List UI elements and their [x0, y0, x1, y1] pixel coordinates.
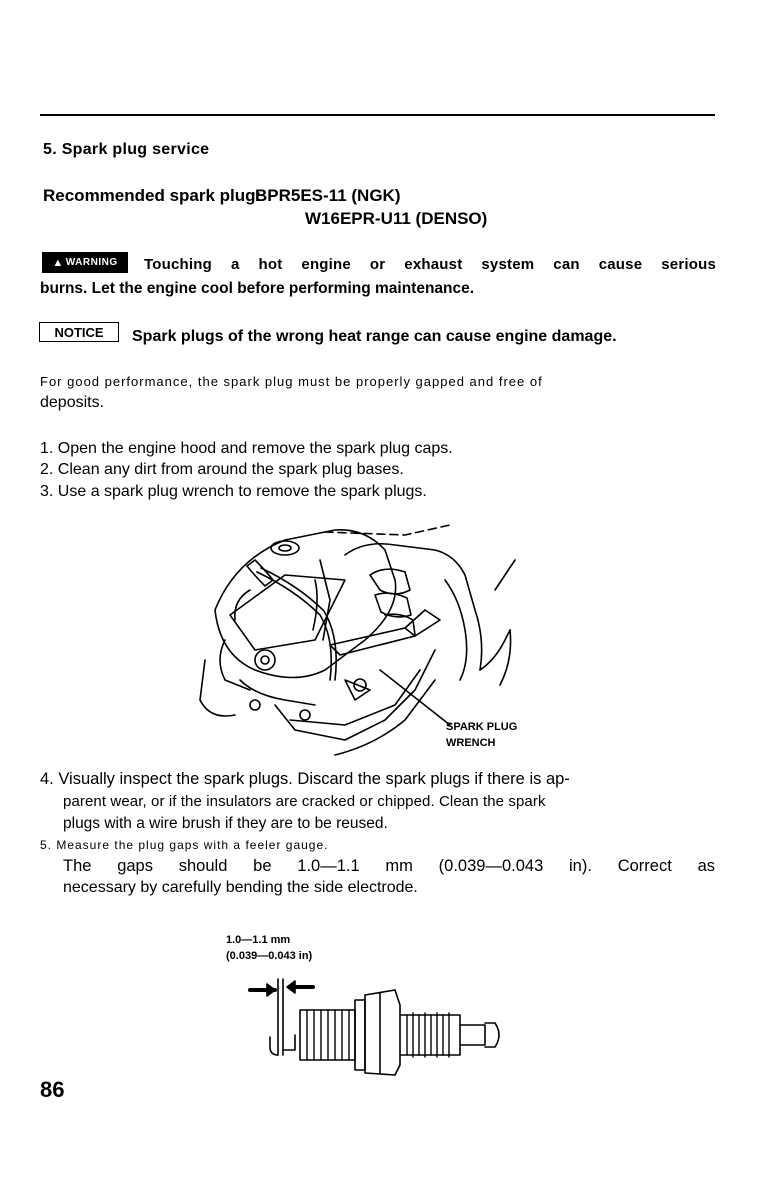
section-title: 5. Spark plug service: [43, 141, 210, 158]
warning-triangle-icon: ▲: [52, 256, 64, 269]
step-5-line1: 5. Measure the plug gaps with a feeler gauge.: [40, 838, 329, 852]
callout-label-line2: WRENCH: [446, 737, 496, 749]
recommended-label: Recommended spark plug:: [43, 186, 262, 205]
step-4-line1: 4. Visually inspect the spark plugs. Discard the spark plugs if there is ap-: [40, 770, 570, 788]
step-3: 3. Use a spark plug wrench to remove the spark plugs.: [40, 483, 427, 500]
spark-plug-gap-illustration: [245, 975, 510, 1080]
recommended-denso: W16EPR-U11 (DENSO): [305, 209, 488, 228]
step-4-line3: plugs with a wire brush if they are to be reused.: [63, 815, 388, 832]
step-5-line2: The gaps should be 1.0—1.1 mm (0.039—0.043 in). Correct as: [63, 857, 715, 875]
warning-text-line1: Touching a hot engine or exhaust system can cause serious: [144, 256, 716, 273]
warning-badge-label: WARNING: [65, 257, 118, 268]
step-5-line3: necessary by carefully bending the side electrode.: [63, 879, 418, 896]
gap-label-line1: 1.0—1.1 mm: [226, 934, 291, 946]
notice-badge: NOTICE: [39, 322, 119, 342]
recommended-ngk: BPR5ES-11 (NGK): [255, 186, 401, 205]
callout-label-line1: SPARK PLUG: [446, 721, 518, 733]
warning-badge: [42, 252, 128, 273]
step-2: 2. Clean any dirt from around the spark plug bases.: [40, 461, 404, 478]
step-4-line2: parent wear, or if the insulators are cracked or chipped. Clean the spark: [63, 793, 546, 810]
step-1: 1. Open the engine hood and remove the spark plug caps.: [40, 440, 453, 457]
performance-text-line1: For good performance, the spark plug must be properly gapped and free of: [40, 374, 543, 389]
notice-text: Spark plugs of the wrong heat range can cause engine damage.: [132, 328, 617, 345]
performance-text-line2: deposits.: [40, 394, 105, 411]
page-number: 86: [40, 1077, 65, 1102]
top-rule: [40, 114, 715, 116]
warning-text-line2: burns. Let the engine cool before performing maintenance.: [40, 280, 475, 297]
gap-label-line2: (0.039—0.043 in): [226, 950, 313, 962]
